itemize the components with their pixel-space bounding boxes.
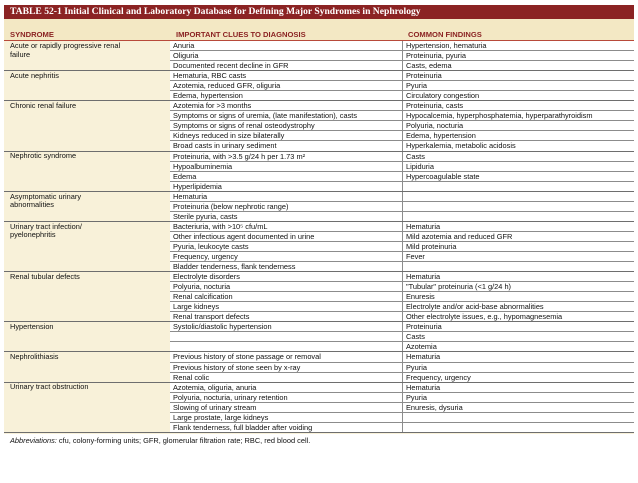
table-body — [4, 41, 634, 434]
clue-cell: Renal colic — [173, 372, 210, 382]
table-row — [170, 392, 634, 402]
table-row — [170, 60, 634, 70]
finding-cell — [402, 262, 634, 271]
syndrome-rows — [170, 41, 634, 70]
abbreviations-label: Abbreviations: — [10, 435, 57, 445]
clue-cell: Large prostate, large kidneys — [173, 412, 269, 422]
table-header-row — [4, 19, 634, 41]
table-row — [170, 251, 634, 261]
syndrome-rows — [170, 322, 634, 351]
syndrome-rows — [170, 383, 634, 432]
finding-cell: Hypocalcemia, hyperphosphatemia, hyperparathyroidism — [402, 111, 634, 120]
syndrome-group — [4, 152, 634, 192]
finding-cell: Circulatory congestion — [402, 91, 634, 100]
clue-cell: Electrolyte disorders — [173, 272, 240, 282]
finding-cell: Enuresis — [402, 292, 634, 301]
syndrome-group — [4, 101, 634, 151]
syndrome-rows — [170, 192, 634, 221]
syndrome-name: Chronic renal failure — [10, 101, 77, 111]
clue-cell: Kidneys reduced in size bilaterally — [173, 131, 285, 141]
finding-cell: Hematuria — [402, 272, 634, 281]
abbreviations-text: cfu, colony-forming units; GFR, glomerular filtration rate; RBC, red blood cell. — [56, 435, 311, 445]
finding-cell: Other electrolyte issues, e.g., hypomagnesemia — [402, 312, 634, 321]
header-findings: COMMON FINDINGS — [408, 30, 482, 39]
finding-cell: Casts — [402, 152, 634, 161]
finding-cell: Mild azotemia and reduced GFR — [402, 232, 634, 241]
clue-cell: Symptoms or signs of uremia, (late manifestation), casts — [173, 111, 358, 121]
finding-cell: Hyperkalemia, metabolic acidosis — [402, 141, 634, 150]
table-row — [170, 272, 634, 281]
finding-cell: Hematuria — [402, 383, 634, 392]
clue-cell: Edema, hypertension — [173, 91, 243, 101]
syndrome-group — [4, 352, 634, 382]
finding-cell — [402, 423, 634, 432]
finding-cell: Hematuria — [402, 352, 634, 361]
clue-cell: Polyuria, nocturia, urinary retention — [173, 392, 288, 402]
clue-cell: Hyperlipidemia — [173, 181, 222, 191]
syndrome-name: Nephrolithiasis — [10, 352, 59, 362]
clue-cell: Hematuria — [173, 191, 208, 201]
header-clues: IMPORTANT CLUES TO DIAGNOSIS — [176, 30, 306, 39]
clue-cell: Hypoalbuminemia — [173, 161, 233, 171]
table-row — [170, 222, 634, 231]
finding-cell: Proteinuria, casts — [402, 101, 634, 110]
finding-cell — [402, 413, 634, 422]
finding-cell: Casts — [402, 332, 634, 341]
table-row — [170, 341, 634, 351]
syndrome-name: Renal tubular defects — [10, 271, 80, 281]
clue-cell: Renal calcification — [173, 292, 233, 302]
finding-cell: Edema, hypertension — [402, 131, 634, 140]
table-row — [170, 110, 634, 120]
finding-cell: Frequency, urgency — [402, 373, 634, 382]
table-row — [170, 422, 634, 432]
clue-cell: Azotemia, reduced GFR, oliguria — [173, 81, 281, 91]
table-row — [170, 130, 634, 140]
syndrome-group — [4, 383, 634, 433]
table-row — [170, 261, 634, 271]
finding-cell: Proteinuria — [402, 322, 634, 331]
finding-cell: Lipiduria — [402, 162, 634, 171]
nephrology-table — [4, 5, 634, 446]
syndrome-group — [4, 272, 634, 322]
table-row — [170, 211, 634, 221]
table-row — [170, 120, 634, 130]
clue-cell: Edema — [173, 171, 197, 181]
finding-cell — [402, 182, 634, 191]
table-row — [170, 80, 634, 90]
clue-cell: Renal transport defects — [173, 312, 250, 322]
table-row — [170, 140, 634, 150]
abbreviations-note — [4, 434, 634, 446]
finding-cell: Hypercoagulable state — [402, 172, 634, 181]
clue-cell: Systolic/diastolic hypertension — [173, 322, 272, 332]
finding-cell: Enuresis, dysuria — [402, 403, 634, 412]
finding-cell — [402, 202, 634, 211]
clue-cell: Anuria — [173, 41, 195, 50]
clue-cell: Frequency, urgency — [173, 251, 238, 261]
table-row — [170, 201, 634, 211]
clue-cell: Large kidneys — [173, 302, 220, 312]
syndrome-name: Asymptomatic urinary abnormalities — [10, 191, 82, 210]
finding-cell: Azotemia — [402, 342, 634, 351]
table-row — [170, 412, 634, 422]
clue-cell: Previous history of stone passage or removal — [173, 352, 321, 362]
table-row — [170, 281, 634, 291]
finding-cell: Pyuria — [402, 81, 634, 90]
table-row — [170, 231, 634, 241]
clue-cell: Slowing of urinary stream — [173, 402, 257, 412]
table-row — [170, 291, 634, 301]
finding-cell: Mild proteinuria — [402, 242, 634, 251]
clue-cell — [170, 332, 402, 341]
syndrome-name: Acute or rapidly progressive renal failure — [10, 40, 121, 59]
table-row — [170, 241, 634, 251]
table-row — [170, 41, 634, 50]
clue-cell: Flank tenderness, full bladder after voiding — [173, 422, 313, 432]
syndrome-name: Nephrotic syndrome — [10, 151, 77, 161]
syndrome-rows — [170, 352, 634, 381]
finding-cell: Electrolyte and/or acid-base abnormalities — [402, 302, 634, 311]
table-row — [170, 90, 634, 100]
clue-cell: Proteinuria (below nephrotic range) — [173, 201, 289, 211]
finding-cell: Pyuria — [402, 363, 634, 372]
finding-cell: Hypertension, hematuria — [402, 41, 634, 50]
syndrome-name: Hypertension — [10, 322, 54, 332]
syndrome-name: Urinary tract obstruction — [10, 382, 89, 392]
finding-cell: Polyuria, nocturia — [402, 121, 634, 130]
clue-cell: Sterile pyuria, casts — [173, 211, 238, 221]
table-title: TABLE 52-1 Initial Clinical and Laboratory Database for Defining Major Syndromes in Nephrology — [4, 5, 634, 19]
syndrome-group — [4, 41, 634, 71]
clue-cell: Oliguria — [173, 51, 199, 61]
finding-cell: Pyuria — [402, 393, 634, 402]
clue-cell: Azotemia, oliguria, anuria — [173, 382, 257, 392]
clue-cell: Pyuria, leukocyte casts — [173, 241, 249, 251]
table-row — [170, 362, 634, 372]
syndrome-group — [4, 192, 634, 222]
syndrome-name: Urinary tract infection/ pyelonephritis — [10, 221, 82, 240]
table-row — [170, 181, 634, 191]
table-row — [170, 171, 634, 181]
table-row — [170, 372, 634, 382]
table-row — [170, 311, 634, 321]
table-row — [170, 71, 634, 80]
syndrome-group — [4, 71, 634, 101]
clue-cell: Bladder tenderness, flank tenderness — [173, 262, 296, 272]
finding-cell: Proteinuria, pyuria — [402, 51, 634, 60]
clue-cell: Azotemia for >3 months — [173, 101, 252, 111]
syndrome-rows — [170, 71, 634, 100]
clue-cell: Documented recent decline in GFR — [173, 61, 289, 71]
clue-cell: Proteinuria, with >3.5 g/24 h per 1.73 m² — [173, 151, 306, 161]
clue-cell: Polyuria, nocturia — [173, 282, 231, 292]
finding-cell: Fever — [402, 252, 634, 261]
finding-cell — [402, 192, 634, 201]
syndrome-rows — [170, 222, 634, 271]
table-row — [170, 301, 634, 311]
syndrome-rows — [170, 101, 634, 150]
syndrome-rows — [170, 152, 634, 191]
clue-cell: Bacteriuria, with >10⁵ cfu/mL — [173, 221, 268, 231]
finding-cell: "Tubular" proteinuria (<1 g/24 h) — [402, 282, 634, 291]
clue-cell: Other infectious agent documented in urine — [173, 231, 315, 241]
table-row — [170, 152, 634, 161]
table-row — [170, 322, 634, 331]
syndrome-rows — [170, 272, 634, 321]
syndrome-name: Acute nephritis — [10, 70, 59, 80]
table-row — [170, 331, 634, 341]
finding-cell — [402, 212, 634, 221]
finding-cell: Casts, edema — [402, 61, 634, 70]
header-syndrome: SYNDROME — [10, 30, 54, 39]
clue-cell: Broad casts in urinary sediment — [173, 141, 277, 151]
table-row — [170, 352, 634, 361]
clue-cell: Hematuria, RBC casts — [173, 71, 247, 81]
table-row — [170, 402, 634, 412]
table-row — [170, 101, 634, 110]
table-row — [170, 161, 634, 171]
syndrome-group — [4, 322, 634, 352]
clue-cell: Symptoms or signs of renal osteodystrophy — [173, 121, 315, 131]
table-row — [170, 192, 634, 201]
clue-cell: Previous history of stone seen by x-ray — [173, 362, 301, 372]
table-row — [170, 50, 634, 60]
finding-cell: Proteinuria — [402, 71, 634, 80]
clue-cell — [170, 342, 402, 351]
table-row — [170, 383, 634, 392]
finding-cell: Hematuria — [402, 222, 634, 231]
syndrome-group — [4, 222, 634, 272]
